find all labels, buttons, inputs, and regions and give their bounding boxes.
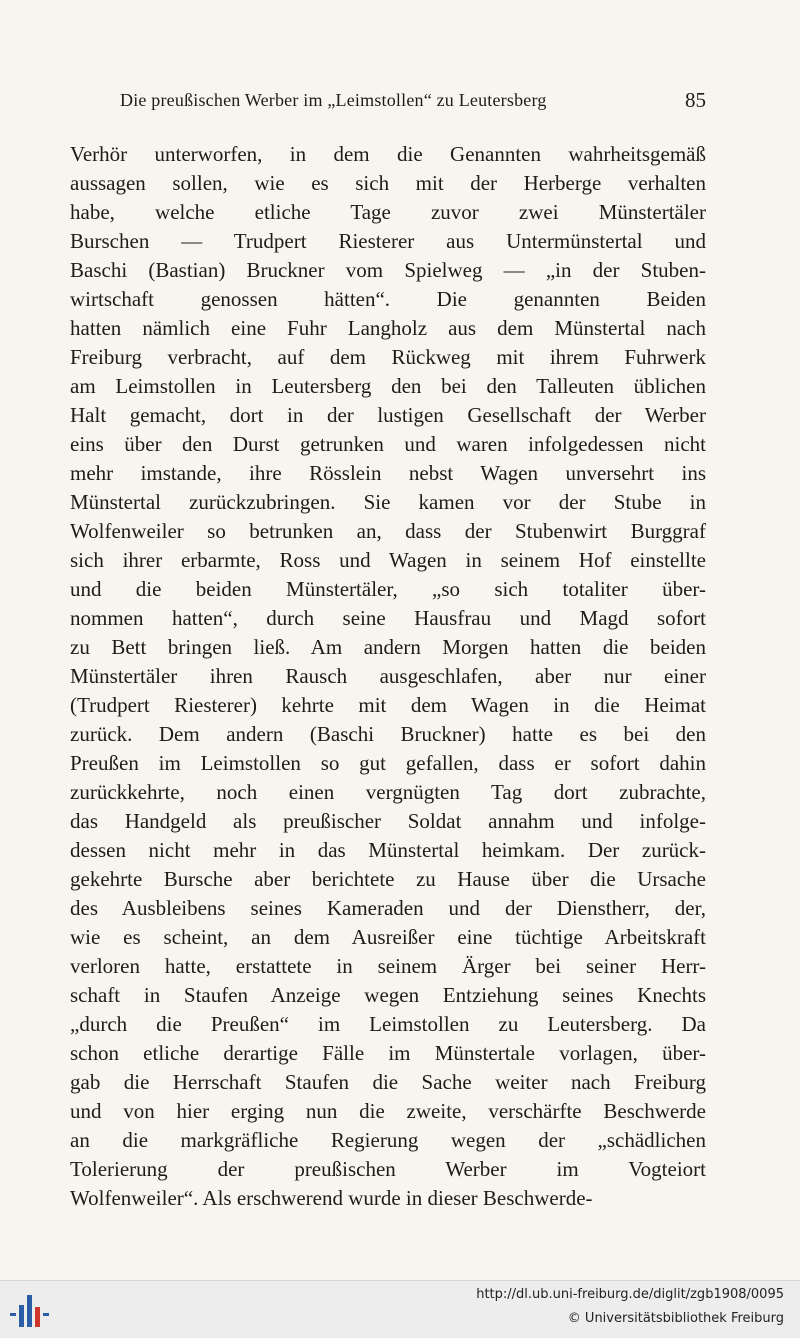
text-line: wirtschaft genossen hätten“. Die genannten Beiden [70,287,706,311]
text-line: gekehrte Bursche aber berichtete zu Hause über die Ursache [70,867,706,891]
footer-url[interactable]: http://dl.ub.uni-freiburg.de/diglit/zgb1908/0095 [476,1287,784,1302]
text-line: Halt gemacht, dort in der lustigen Gesellschaft der Werber [70,403,706,427]
text-line: schon etliche derartige Fälle im Münstertale vorlagen, über- [70,1041,706,1065]
text-line: Wolfenweiler so betrunken an, dass der Stubenwirt Burggraf [70,519,706,543]
text-line: gab die Herrschaft Staufen die Sache weiter nach Freiburg [70,1070,706,1094]
text-line: nommen hatten“, durch seine Hausfrau und Magd sofort [70,606,706,630]
text-line: Münstertal zurückzubringen. Sie kamen vor der Stube in [70,490,706,514]
text-line: zu Bett bringen ließ. Am andern Morgen hatten die beiden [70,635,706,659]
text-line: aussagen sollen, wie es sich mit der Herberge verhalten [70,171,706,195]
text-line: verloren hatte, erstattete in seinem Ärger bei seiner Herr- [70,954,706,978]
text-line: zurückkehrte, noch einen vergnügten Tag dort zubrachte, [70,780,706,804]
text-line: dessen nicht mehr in das Münstertal heimkam. Der zurück- [70,838,706,862]
text-line: an die markgräfliche Regierung wegen der „schädlichen [70,1128,706,1152]
text-line: Wolfenweiler“. Als erschwerend wurde in dieser Beschwerde- [70,1186,593,1210]
text-line: Tolerierung der preußischen Werber im Vogteiort [70,1157,706,1181]
text-line: mehr imstande, ihre Rösslein nebst Wagen unversehrt ins [70,461,706,485]
text-line: Baschi (Bastian) Bruckner vom Spielweg — „in der Stuben- [70,258,706,282]
text-line: wie es scheint, an dem Ausreißer eine tüchtige Arbeitskraft [70,925,706,949]
text-line: „durch die Preußen“ im Leimstollen zu Leutersberg. Da [70,1012,706,1036]
text-line: Preußen im Leimstollen so gut gefallen, dass er sofort dahin [70,751,706,775]
text-line: Verhör unterworfen, in dem die Genannten wahrheitsgemäß [70,142,706,166]
text-line: des Ausbleibens seines Kameraden und der Dienstherr, der, [70,896,706,920]
text-line: schaft in Staufen Anzeige wegen Entziehung seines Knechts [70,983,706,1007]
text-line: und die beiden Münstertäler, „so sich totaliter über- [70,577,706,601]
text-line: Freiburg verbracht, auf dem Rückweg mit ihrem Fuhrwerk [70,345,706,369]
body-text [70,140,706,1213]
text-line: habe, welche etliche Tage zuvor zwei Münstertäler [70,200,706,224]
page-number: 85 [685,88,706,112]
text-line: eins über den Durst getrunken und waren infolgedessen nicht [70,432,706,456]
text-line: und von hier erging nun die zweite, verschärfte Beschwerde [70,1099,706,1123]
text-line: (Trudpert Riesterer) kehrte mit dem Wagen in die Heimat [70,693,706,717]
running-title: Die preußischen Werber im „Leimstollen“ zu Leutersberg [120,90,547,110]
text-line: hatten nämlich eine Fuhr Langholz aus dem Münstertal nach [70,316,706,340]
text-line: Münstertäler ihren Rausch ausgeschlafen, aber nur einer [70,664,706,688]
text-line: am Leimstollen in Leutersberg den bei den Talleuten üblichen [70,374,706,398]
text-line: das Handgeld als preußischer Soldat annahm und infolge- [70,809,706,833]
text-line: sich ihrer erbarmte, Ross und Wagen in seinem Hof einstellte [70,548,706,572]
text-line: Burschen — Trudpert Riesterer aus Untermünstertal und [70,229,706,253]
footer-copyright: © Universitätsbibliothek Freiburg [567,1311,784,1326]
footer-bar [0,1280,800,1338]
text-line: zurück. Dem andern (Baschi Bruckner) hatte es bei den [70,722,706,746]
ub-freiburg-logo-icon [8,1291,52,1331]
running-head [70,88,706,118]
